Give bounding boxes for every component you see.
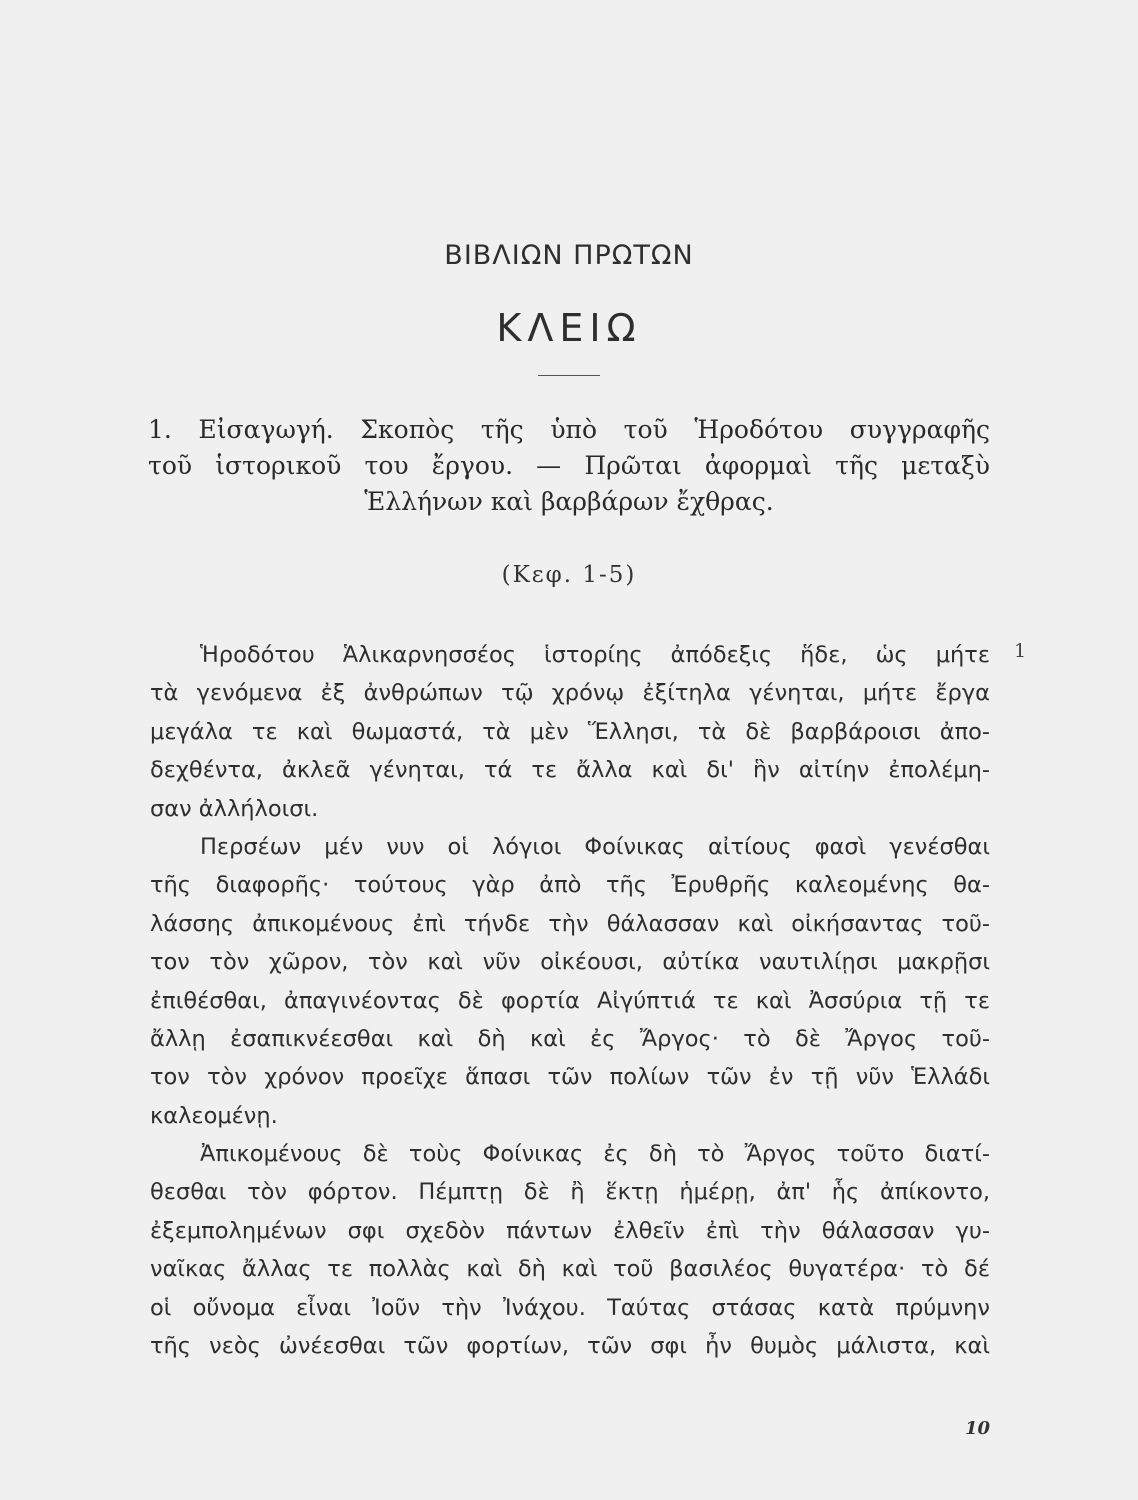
text-line: ναῖκας ἄλλας τε πολλὰς καὶ δὴ καὶ τοῦ βασιλέος θυγατέρα· τὸ δέ <box>150 1256 990 1283</box>
heading-line: 1. Εἰσαγωγή. Σκοπὸς τῆς ὑπὸ τοῦ Ἡροδότου συγγραφῆς <box>148 415 990 444</box>
section-heading <box>148 412 990 520</box>
text-line: τῆς νεὸς ὠνέεσθαι τῶν φορτίων, τῶν σφι ἦν θυμὸς μάλιστα, καὶ <box>150 1333 990 1360</box>
text-line: ἐξεμπολημένων σφι σχεδὸν πάντων ἐλθεῖν ἐπὶ τὴν θάλασσαν γυ- <box>150 1217 990 1244</box>
heading-line: τοῦ ἱστορικοῦ του ἔργου. — Πρῶται ἀφορμαὶ τῆς μεταξὺ <box>148 451 990 480</box>
text-line: Ἡροδότου Ἁλικαρνησσέος ἱστορίης ἀπόδεξις ἥδε, ὡς μήτε <box>200 642 990 668</box>
text-line: καλεομένῃ. <box>150 1102 278 1129</box>
body-text <box>150 636 990 1365</box>
muse-title: ΚΛΕΙΩ <box>496 306 642 350</box>
text-line: λάσσης ἀπικομένους ἐπὶ τήνδε τὴν θάλασσαν καὶ οἰκήσαντας τοῦ- <box>150 910 990 937</box>
page-number: 10 <box>964 1418 990 1439</box>
text-line: οἱ οὔνομα εἶναι Ἰοῦν τὴν Ἰνάχου. Ταύτας στάσας κατὰ πρύμνην <box>150 1294 990 1321</box>
text-line: ἄλλῃ ἐσαπικνέεσθαι καὶ δὴ καὶ ἐς Ἄργος· τὸ δὲ Ἄργος τοῦ- <box>150 1025 990 1052</box>
title-divider <box>538 375 600 376</box>
text-line: τον τὸν χῶρον, τὸν καὶ νῦν οἰκέουσι, αὐτίκα ναυτιλίῃσι μακρῇσι <box>150 949 990 976</box>
margin-section-number: 1 <box>1014 640 1027 662</box>
heading-line: Ἑλλήνων καὶ βαρβάρων ἔχθρας. <box>364 487 774 516</box>
text-line: ἐπιθέσθαι, ἀπαγινέοντας δὲ φορτία Αἰγύπτιά τε καὶ Ἀσσύρια τῇ τε <box>150 987 990 1014</box>
chapter-reference: (Κεφ. 1-5) <box>501 562 637 588</box>
text-line: τον τὸν χρόνον προεῖχε ἅπασι τῶν πολίων τῶν ἐν τῇ νῦν Ἑλλάδι <box>150 1064 990 1091</box>
text-line: θεσθαι τὸν φόρτον. Πέμπτῃ δὲ ἢ ἕκτῃ ἡμέρῃ, ἀπ' ἧς ἀπίκοντο, <box>150 1179 990 1206</box>
text-line: μεγάλα τε καὶ θωμαστά, τὰ μὲν Ἕλλησι, τὰ δὲ βαρβάροισι ἀπο- <box>150 718 990 745</box>
book-title: ΒΙΒΛΙΩΝ ΠΡΩΤΩΝ <box>444 240 694 271</box>
text-line: σαν ἀλλήλοισι. <box>150 795 319 822</box>
text-line: δεχθέντα, ἀκλεᾶ γένηται, τά τε ἄλλα καὶ δι' ἣν αἰτίην ἐπολέμη- <box>150 757 990 784</box>
text-line: Περσέων μέν νυν οἱ λόγιοι Φοίνικας αἰτίους φασὶ γενέσθαι <box>200 833 990 860</box>
text-line: Ἀπικομένους δὲ τοὺς Φοίνικας ἐς δὴ τὸ Ἄργος τοῦτο διατί- <box>200 1141 990 1168</box>
text-line: τὰ γενόμενα ἐξ ἀνθρώπων τῷ χρόνῳ ἐξίτηλα γένηται, μήτε ἔργα <box>150 680 990 707</box>
text-line: τῆς διαφορῆς· τούτους γὰρ ἀπὸ τῆς Ἐρυθρῆς καλεομένης θα- <box>150 872 990 899</box>
